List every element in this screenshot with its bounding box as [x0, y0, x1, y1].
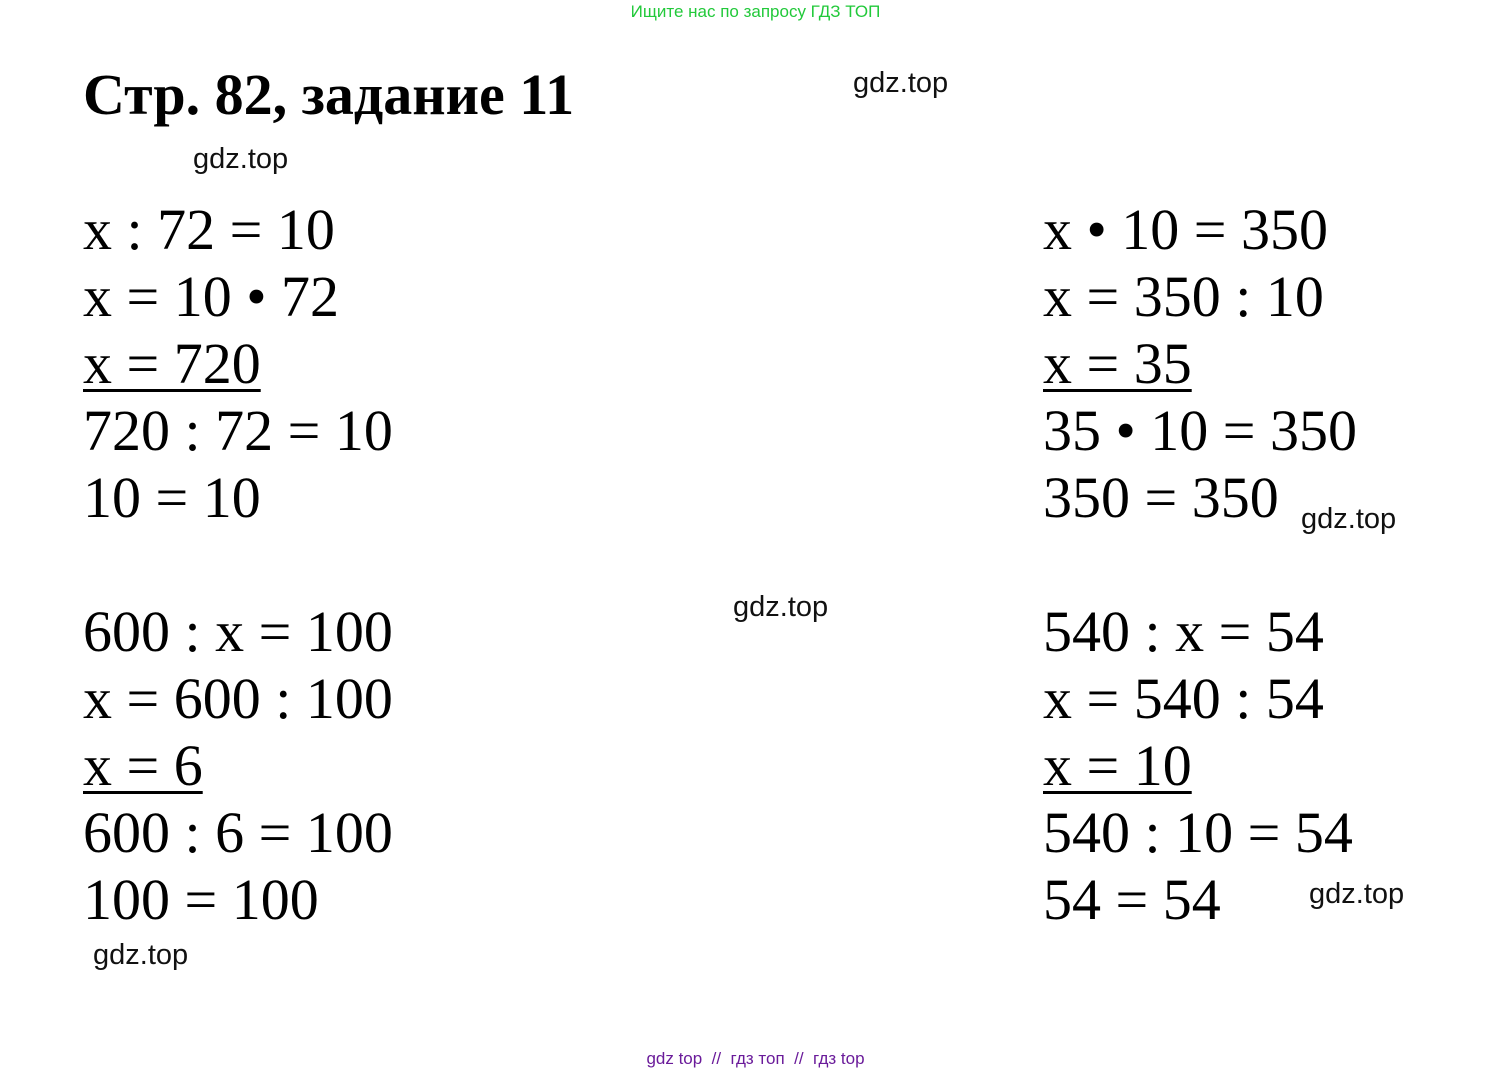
check-line: 540 : 10 = 54 [1043, 800, 1353, 865]
watermark: gdz.top [1309, 878, 1405, 910]
equation-line: x • 10 = 350 [1043, 197, 1329, 262]
footer-watermark: gdz top // гдз топ // гдз top [646, 1049, 865, 1068]
equation-line: x = 350 : 10 [1043, 264, 1324, 329]
solution-block-2 [1043, 196, 1357, 531]
check-result-line: 54 = 54 [1043, 867, 1221, 932]
equation-line: x = 600 : 100 [83, 666, 393, 731]
answer-line: x = 720 [83, 331, 261, 396]
solution-block-3 [83, 598, 393, 933]
check-result-line: 10 = 10 [83, 465, 261, 530]
solution-block-4 [1043, 598, 1353, 933]
check-result-line: 100 = 100 [83, 867, 319, 932]
check-line: 600 : 6 = 100 [83, 800, 393, 865]
answer-line: x = 6 [83, 733, 203, 798]
answer-line: x = 35 [1043, 331, 1192, 396]
page-title: Стр. 82, задание 11 [83, 62, 575, 127]
equation-line: x = 10 • 72 [83, 264, 340, 329]
check-result-line: 350 = 350 [1043, 465, 1279, 530]
watermark: gdz.top [853, 67, 949, 99]
equation-line: x = 540 : 54 [1043, 666, 1324, 731]
check-line: 35 • 10 = 350 [1043, 398, 1358, 463]
watermark: gdz.top [1301, 503, 1397, 535]
answer-line: x = 10 [1043, 733, 1192, 798]
watermark: gdz.top [193, 143, 289, 175]
equation-line: 600 : x = 100 [83, 599, 393, 664]
watermark: gdz.top [733, 591, 829, 623]
check-line: 720 : 72 = 10 [83, 398, 393, 463]
equation-line: x : 72 = 10 [83, 197, 335, 262]
watermark: gdz.top [93, 939, 189, 971]
solution-block-1 [83, 196, 393, 531]
top-banner: Ищите нас по запросу ГДЗ ТОП [630, 2, 881, 21]
equation-line: 540 : x = 54 [1043, 599, 1324, 664]
